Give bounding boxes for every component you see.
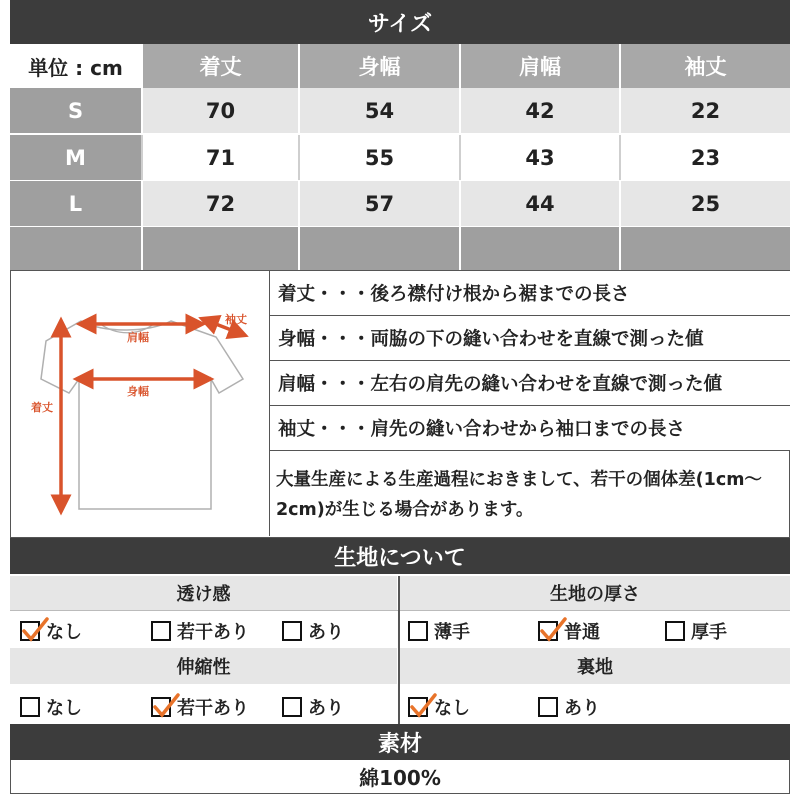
material-title: 素材 bbox=[377, 731, 422, 757]
table-cell: 57 bbox=[298, 181, 459, 226]
checkbox-icon bbox=[151, 621, 171, 641]
column-header-length: 着丈 bbox=[141, 44, 298, 88]
option-label: あり bbox=[308, 622, 344, 643]
fabric-table bbox=[10, 574, 790, 724]
checkbox-icon bbox=[408, 621, 428, 641]
option-sheer-yes bbox=[282, 618, 344, 644]
stretch-label: 伸縮性 bbox=[10, 648, 397, 684]
diagram-label-sleeve: 袖丈 bbox=[225, 313, 247, 326]
option-stretch-none bbox=[20, 694, 82, 720]
table-cell: 72 bbox=[141, 181, 298, 226]
definition-sleeve: 袖丈・・・肩先の縫い合わせから袖口までの長さ bbox=[270, 406, 790, 451]
definition-chest: 身幅・・・両脇の下の縫い合わせを直線で測った値 bbox=[270, 316, 790, 361]
table-cell: 70 bbox=[141, 88, 298, 133]
table-cell: 22 bbox=[619, 88, 790, 133]
size-table bbox=[10, 44, 790, 270]
empty-cell bbox=[298, 227, 459, 270]
table-cell: 42 bbox=[459, 88, 619, 133]
size-title: サイズ bbox=[367, 11, 433, 37]
tshirt-outline-icon bbox=[41, 321, 243, 509]
option-label: 普通 bbox=[564, 622, 600, 643]
column-header-shoulder: 肩幅 bbox=[459, 44, 619, 88]
size-title-bar bbox=[10, 0, 790, 44]
option-thickness-normal bbox=[538, 618, 600, 644]
checkbox-icon bbox=[282, 621, 302, 641]
option-label: なし bbox=[434, 698, 470, 719]
option-thickness-thin bbox=[408, 618, 470, 644]
empty-cell bbox=[459, 227, 619, 270]
column-header-chest: 身幅 bbox=[298, 44, 459, 88]
table-cell: 54 bbox=[298, 88, 459, 133]
table-cell: 23 bbox=[619, 135, 790, 180]
definitions-list bbox=[269, 271, 789, 536]
option-label: あり bbox=[308, 698, 344, 719]
checkbox-checked-icon bbox=[20, 621, 40, 641]
size-label-l: L bbox=[10, 181, 141, 226]
sheerness-label: 透け感 bbox=[10, 576, 397, 610]
option-label: あり bbox=[564, 698, 600, 719]
option-label: 薄手 bbox=[434, 622, 470, 643]
checkbox-checked-icon bbox=[538, 621, 558, 641]
diagram-label-length: 着丈 bbox=[31, 401, 53, 414]
size-label-m: M bbox=[10, 135, 141, 180]
definition-shoulder: 肩幅・・・左右の肩先の縫い合わせを直線で測った値 bbox=[270, 361, 790, 406]
size-variance-note: 大量生産による生産過程におきまして、若干の個体差(1cm〜2cm)が生じる場合があります。 bbox=[276, 470, 762, 520]
column-header-sleeve: 袖丈 bbox=[619, 44, 790, 88]
thickness-label: 生地の厚さ bbox=[400, 576, 790, 610]
material-value: 綿100% bbox=[10, 760, 790, 794]
option-sheer-slight bbox=[151, 618, 249, 644]
option-lining-yes bbox=[538, 694, 600, 720]
fabric-title-bar bbox=[10, 538, 790, 574]
option-label: なし bbox=[46, 698, 82, 719]
checkbox-icon bbox=[538, 697, 558, 717]
option-label: 若干あり bbox=[177, 622, 249, 643]
empty-cell bbox=[10, 227, 141, 270]
material-title-bar bbox=[10, 724, 790, 760]
option-label: なし bbox=[46, 622, 82, 643]
table-cell: 43 bbox=[459, 135, 619, 180]
table-cell: 55 bbox=[298, 135, 459, 180]
diagram-label-shoulder: 肩幅 bbox=[127, 331, 149, 344]
checkbox-checked-icon bbox=[151, 697, 171, 717]
option-label: 厚手 bbox=[691, 622, 727, 643]
lining-label: 裏地 bbox=[400, 648, 790, 684]
option-thickness-thick bbox=[665, 618, 727, 644]
measurement-panel bbox=[10, 270, 790, 538]
checkbox-icon bbox=[20, 697, 40, 717]
empty-cell bbox=[619, 227, 790, 270]
diagram-label-chest: 身幅 bbox=[127, 385, 149, 398]
option-label: 若干あり bbox=[177, 698, 249, 719]
definition-length: 着丈・・・後ろ襟付け根から裾までの長さ bbox=[270, 271, 790, 316]
checkbox-checked-icon bbox=[408, 697, 428, 717]
table-cell: 25 bbox=[619, 181, 790, 226]
option-stretch-yes bbox=[282, 694, 344, 720]
tshirt-diagram bbox=[11, 271, 269, 536]
option-lining-none bbox=[408, 694, 470, 720]
checkbox-icon bbox=[665, 621, 685, 641]
table-cell: 44 bbox=[459, 181, 619, 226]
option-sheer-none bbox=[20, 618, 82, 644]
option-stretch-slight bbox=[151, 694, 249, 720]
empty-cell bbox=[141, 227, 298, 270]
fabric-title: 生地について bbox=[334, 545, 466, 571]
unit-label: 単位 : cm bbox=[10, 44, 141, 88]
table-cell: 71 bbox=[141, 135, 298, 180]
size-label-s: S bbox=[10, 88, 141, 133]
checkbox-icon bbox=[282, 697, 302, 717]
